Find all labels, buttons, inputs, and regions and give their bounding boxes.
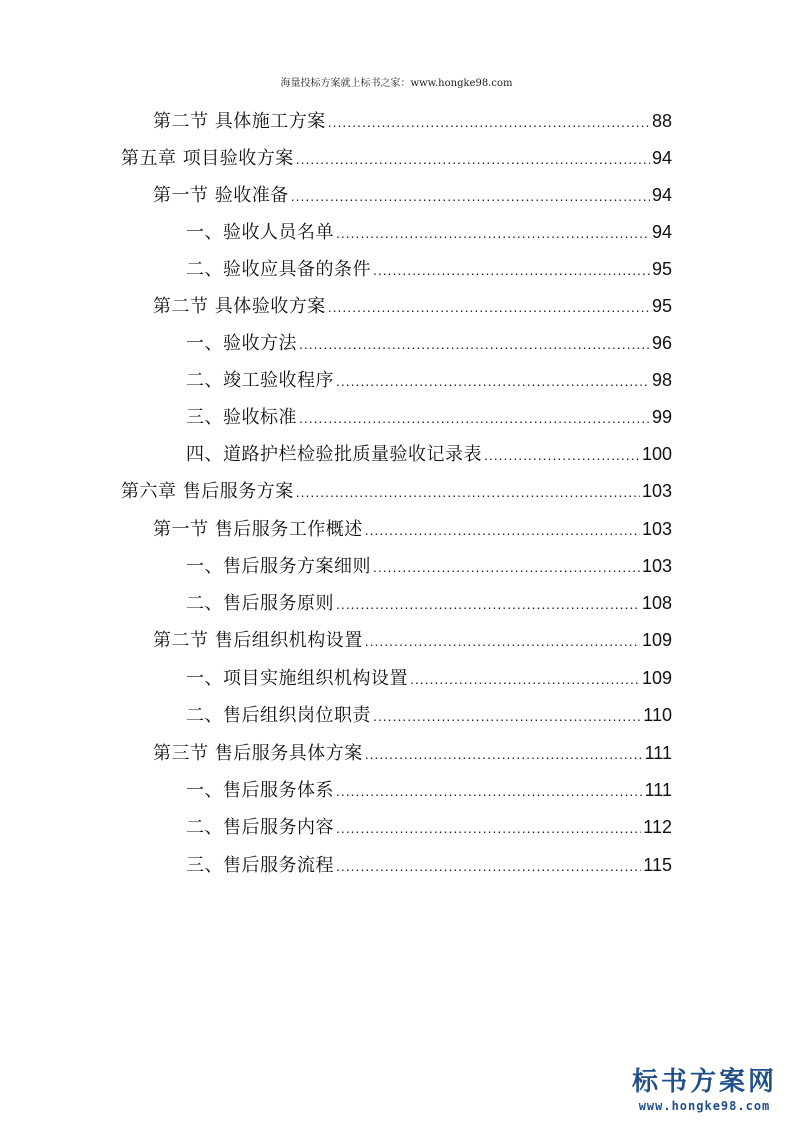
toc-dot-leader <box>291 181 650 211</box>
toc-dot-leader <box>336 776 643 806</box>
toc-entry-title: 第一节 验收准备 <box>153 185 289 206</box>
toc-dot-leader <box>336 218 650 248</box>
toc-entry[interactable] <box>121 143 672 173</box>
watermark-logo-text: 标书方案网 <box>631 1067 777 1097</box>
toc-dot-leader <box>336 589 640 619</box>
toc-entry[interactable] <box>121 476 672 506</box>
toc-dot-leader <box>484 440 640 470</box>
toc-entry[interactable] <box>186 439 672 469</box>
toc-dot-leader <box>336 813 641 843</box>
toc-entry[interactable] <box>186 551 672 581</box>
toc-entry-page: 111 <box>644 743 672 763</box>
toc-entry-title: 第一节 售后服务工作概述 <box>153 519 363 540</box>
toc-entry-title: 第六章 售后服务方案 <box>121 481 294 502</box>
toc-entry-title: 三、售后服务流程 <box>186 855 334 876</box>
toc-dot-leader <box>328 292 650 322</box>
toc-entry-page: 109 <box>641 630 672 650</box>
toc-entry-title: 二、竣工验收程序 <box>186 370 334 391</box>
toc-entry-title: 第二节 售后组织机构设置 <box>153 630 363 651</box>
toc-dot-leader <box>410 664 640 694</box>
toc-entry-title: 第五章 项目验收方案 <box>121 148 294 169</box>
toc-entry-title: 第二节 具体验收方案 <box>153 296 326 317</box>
toc-entry-title: 一、售后服务体系 <box>186 780 334 801</box>
toc-entry-title: 一、验收方法 <box>186 333 297 354</box>
toc-entry[interactable] <box>186 402 672 432</box>
toc-dot-leader <box>365 515 640 545</box>
toc-entry[interactable] <box>186 812 672 842</box>
toc-dot-leader <box>336 366 650 396</box>
toc-entry-page: 98 <box>651 370 672 390</box>
toc-entry-title: 第三节 售后服务具体方案 <box>153 743 363 764</box>
toc-dot-leader <box>296 477 640 507</box>
toc-dot-leader <box>299 329 650 359</box>
toc-dot-leader <box>336 851 641 881</box>
toc-entry[interactable] <box>153 291 672 321</box>
toc-entry[interactable] <box>186 588 672 618</box>
toc-entry[interactable] <box>153 625 672 655</box>
page-header: 海量投标方案就上标书之家：www.hongke98.com <box>280 78 513 89</box>
toc-entry[interactable] <box>186 217 672 247</box>
toc-entry[interactable] <box>186 775 672 805</box>
toc-entry-title: 二、售后服务原则 <box>186 593 334 614</box>
toc-entry[interactable] <box>153 180 672 210</box>
toc-dot-leader <box>373 552 640 582</box>
toc-entry[interactable] <box>153 106 672 136</box>
toc-entry-page: 94 <box>651 185 672 205</box>
toc-entry-page: 94 <box>651 222 672 242</box>
toc-dot-leader <box>365 626 640 656</box>
toc-entry-title: 四、道路护栏检验批质量验收记录表 <box>186 444 482 465</box>
toc-entry-page: 108 <box>641 593 672 613</box>
toc-dot-leader <box>296 144 650 174</box>
toc-dot-leader <box>373 701 641 731</box>
toc-entry-page: 94 <box>651 148 672 168</box>
toc-entry[interactable] <box>186 700 672 730</box>
toc-entry-page: 103 <box>641 556 672 576</box>
toc-entry[interactable] <box>186 254 672 284</box>
toc-entry-page: 111 <box>644 780 672 800</box>
watermark-url: www.hongke98.com <box>638 1099 771 1113</box>
toc-entry-title: 三、验收标准 <box>186 407 297 428</box>
toc-entry-page: 112 <box>643 817 672 837</box>
toc-entry-page: 100 <box>641 444 672 464</box>
toc-entry-page: 103 <box>641 519 672 539</box>
toc-entry[interactable] <box>186 365 672 395</box>
toc-dot-leader <box>365 739 643 769</box>
toc-entry-page: 95 <box>651 296 672 316</box>
toc-entry-page: 109 <box>641 668 672 688</box>
toc-entry[interactable] <box>186 663 672 693</box>
toc-dot-leader <box>373 255 650 285</box>
toc-entry-title: 一、项目实施组织机构设置 <box>186 668 408 689</box>
toc-entry-page: 88 <box>651 111 672 131</box>
toc-entry-title: 二、售后服务内容 <box>186 817 334 838</box>
toc-dot-leader <box>299 403 650 433</box>
toc-entry-title: 第二节 具体施工方案 <box>153 111 326 132</box>
toc-entry-title: 一、验收人员名单 <box>186 222 334 243</box>
toc-entry-page: 96 <box>651 333 672 353</box>
toc-entry[interactable] <box>153 738 672 768</box>
toc-entry-title: 一、售后服务方案细则 <box>186 556 371 577</box>
toc-dot-leader <box>328 107 650 137</box>
toc-entry-title: 二、售后组织岗位职责 <box>186 705 371 726</box>
toc-entry-title: 二、验收应具备的条件 <box>186 259 371 280</box>
toc-entry-page: 95 <box>651 259 672 279</box>
toc-entry[interactable] <box>186 850 672 880</box>
toc-entry-page: 110 <box>643 705 672 725</box>
toc-entry-page: 103 <box>641 481 672 501</box>
site-watermark <box>632 1066 777 1114</box>
toc-entry-page: 99 <box>651 407 672 427</box>
toc-entry-page: 115 <box>643 855 672 875</box>
toc-entry[interactable] <box>186 328 672 358</box>
toc-entry[interactable] <box>153 514 672 544</box>
